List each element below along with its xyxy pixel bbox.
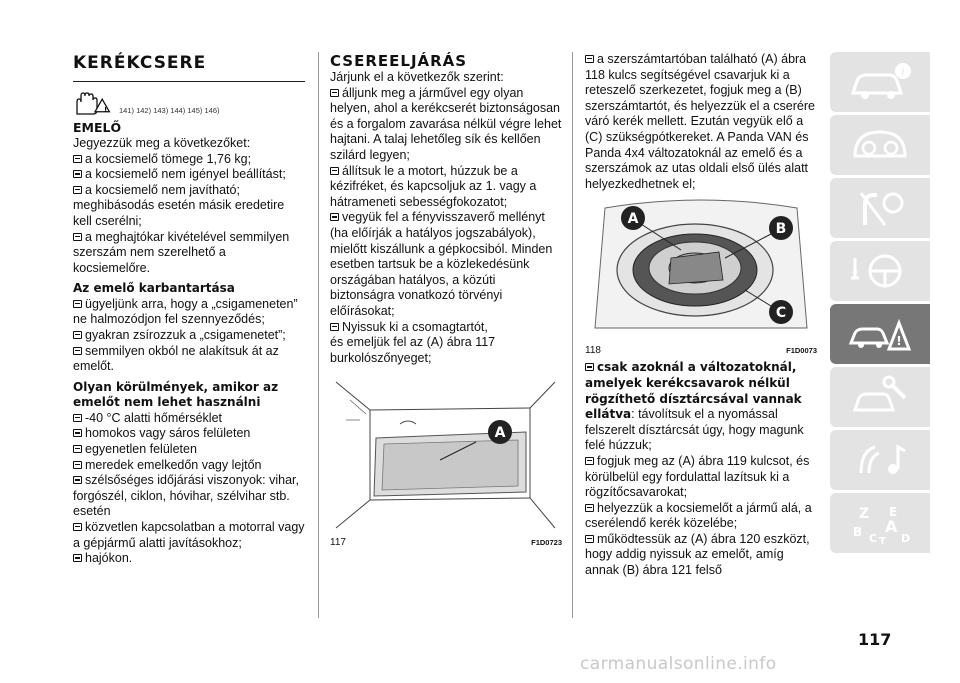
svg-text:E: E [889,505,898,519]
svg-text:A: A [885,517,898,536]
bullet-box-icon [73,233,82,241]
list-item: vegyük fel a fényvisszaverő mellényt (ha előírják a hatályos jogszabályok), mielőtt kiszállunk a gépkocsiból. Minden esetben tartsuk be a közlekedésünk országában hatályos, a közúti biztonságra vonatkozó törvényi előírásokat; [330,210,553,318]
list-item: álljunk meg a járművel egy olyan helyen, ahol a kerékcserét biztonságosan és a forgalom zavarása nélkül végre lehet hajtani. A talaj lehetőleg sík és kellően szilárd legyen; [330,85,562,162]
figure-code: F1D0073 [786,346,817,356]
list-item: gyakran zsírozzuk a „csigamenetet”; [73,328,305,344]
tab-safety[interactable] [830,178,930,238]
column-left [73,52,305,567]
figure-label-a: A [494,425,506,442]
bullet-box-icon [73,331,82,339]
bullet-box-icon [73,300,82,308]
column-divider [572,52,573,618]
heading-karbantartas: Az emelő karbantartása [73,281,235,296]
dashboard-icon [845,122,915,168]
paragraph: Jegyezzük meg a következőket: [73,136,251,150]
svg-text:!: ! [104,106,108,114]
column-divider [318,52,319,618]
bullet-box-icon [73,445,82,453]
figure-label-c: C [775,305,787,322]
list-item: semmilyen okból ne alakítsuk át az emelőt. [73,343,279,374]
column-right [585,52,817,579]
list-item: a kocsiemelő nem igényel beállítást; [73,167,305,183]
tab-multimedia[interactable] [830,430,930,490]
bullet-box-icon [73,186,82,194]
bullet-box-icon [330,323,339,331]
bullet-box-icon [73,554,82,562]
tab-car-info[interactable] [830,52,930,112]
tab-emergency[interactable] [830,304,930,364]
multimedia-music-icon [845,437,915,483]
car-info-icon [845,59,915,105]
page-number: 117 [858,630,892,649]
figure-label-b: B [775,221,787,238]
trunk-illustration [330,380,562,530]
steering-key-icon [845,248,915,294]
list-item: hajókon. [73,551,305,567]
list-item: fogjuk meg az (A) ábra 119 kulcsot, és körülbelül egy fordulattal lazítsuk ki a rögzítőcsavarokat; [585,453,810,500]
list-item: Nyissuk ki a csomagtartót, [330,320,562,336]
figure-number: 118 [585,345,601,357]
list-item: működtessük az (A) ábra 120 eszközt, hogy addig nyissuk az emelőt, amíg annak (B) ábra 121 felső [585,531,810,578]
tab-starting-driving[interactable] [830,241,930,301]
figure-117 [330,380,562,548]
list-item: a meghajtókar kivételével semmilyen szerszám nem szerelhető a kocsiemelőre. [73,229,290,275]
figure-118 [585,198,817,356]
svg-text:i: i [901,67,905,78]
list-item: helyezzük a kocsiemelőt a jármű alá, a cserélendő kerék közelébe; [585,500,812,531]
list-item: -40 °C alatti hőmérséklet [73,411,305,427]
watermark-text: carmanualsonline.info [580,654,777,674]
list-item: a kocsiemelő tömege 1,76 kg; [73,152,305,168]
bullet-box-icon [585,457,594,465]
bullet-box-icon [73,414,82,422]
paragraph: és emeljük fel az (A) ábra 117 burkolószőnyeget; [330,335,496,365]
tab-dashboard[interactable] [830,115,930,175]
bullet-box-icon [73,347,82,355]
list-item: homokos vagy sáros felületen [73,426,305,442]
heading-olyan-korulmenyek: Olyan körülmények, amikor az emelőt nem lehet használni [73,379,279,410]
title-underline [73,81,305,82]
list-item: meredek emelkedőn vagy lejtőn [73,458,305,474]
tab-index[interactable] [830,493,930,553]
heading-emelo: EMELŐ [73,120,122,135]
chapter-tabs [830,52,930,556]
list-item: szélsőséges időjárási viszonyok: vihar, forgószél, ciklon, hóvihar, szélvihar stb. esetén [73,473,299,519]
warning-hand-icon [73,92,113,116]
bullet-box-icon [330,167,339,175]
svg-text:!: ! [896,334,902,348]
list-item: állítsuk le a motort, húzzuk be a kézifréket, és kapcsoljuk az 1. vagy a hátrameneti sebességfokozatot; [330,163,537,209]
svg-text:B: B [853,525,863,539]
figure-caption [330,537,562,548]
list-item: a szerszámtartóban található (A) ábra 118 kulcs segítségével csavarjuk ki a reteszelő szerkezetet, fogjuk meg a (B) szerszámtartót, és helyezzük el a cserére váró kerék mellett. Ezután vegyük elő a (C) szükségpótkereket. A Panda VAN és Panda 4x4 változatoknál az emelő és a szerszámok az utas oldali első ülés alatt helyezkedhetnek el; [585,52,815,191]
bullet-box-icon [73,429,82,437]
svg-text:T: T [879,536,886,546]
bullet-box-icon [585,504,594,512]
section-title: KERÉKCSERE [73,53,207,73]
seatbelt-airbag-icon [845,185,915,231]
bullet-box-icon [585,535,594,543]
svg-text:Z: Z [859,506,870,522]
paragraph: meghibásodás esetén másik eredetire kell cserélni; [73,198,285,228]
figure-label-a: A [627,211,639,228]
list-item: a kocsiemelő nem javítható; [73,183,305,199]
bullet-box-icon [73,155,82,163]
bullet-box-icon [73,523,82,531]
spare-wheel-illustration [585,198,817,338]
warning-refs-row [73,88,305,116]
figure-caption [585,345,817,356]
emergency-warning-icon [845,311,915,357]
bullet-box-icon [330,89,339,97]
paragraph: Járjunk el a következők szerint: [330,70,504,84]
section-title-csereeljaras: CSEREELJÁRÁS [330,52,468,70]
warning-references: 141) 142) 143) 144) 145) 146) [119,106,220,115]
alphabet-index-icon [845,500,915,546]
bullet-box-icon [585,363,594,371]
svg-text:C: C [869,532,878,545]
tab-maintenance[interactable] [830,367,930,427]
bullet-box-icon [73,476,82,484]
bullet-box-icon [330,213,339,221]
service-wrench-icon [845,374,915,420]
list-item: közvetlen kapcsolatban a motorral vagy a gépjármű alatti javításokhoz; [73,519,305,550]
column-middle [330,52,562,548]
bullet-box-icon [73,461,82,469]
figure-code: F1D0723 [531,538,562,548]
list-item: csak azoknál a változatoknál, amelyek kerékcsavarok nélkül rögzíthető dísztárcsával vannak ellátva: távolítsuk el a nyomással felszerelt dísztárcsát úgy, hogy magunk felé húzzuk; [585,360,804,453]
bullet-box-icon [585,55,594,63]
bullet-box-icon [73,170,82,178]
list-item: egyenetlen felületen [73,442,305,458]
list-item: ügyeljünk arra, hogy a „csigameneten” ne halmozódjon fel szennyeződés; [73,296,298,327]
figure-number: 117 [330,537,346,549]
svg-text:D: D [901,532,911,545]
